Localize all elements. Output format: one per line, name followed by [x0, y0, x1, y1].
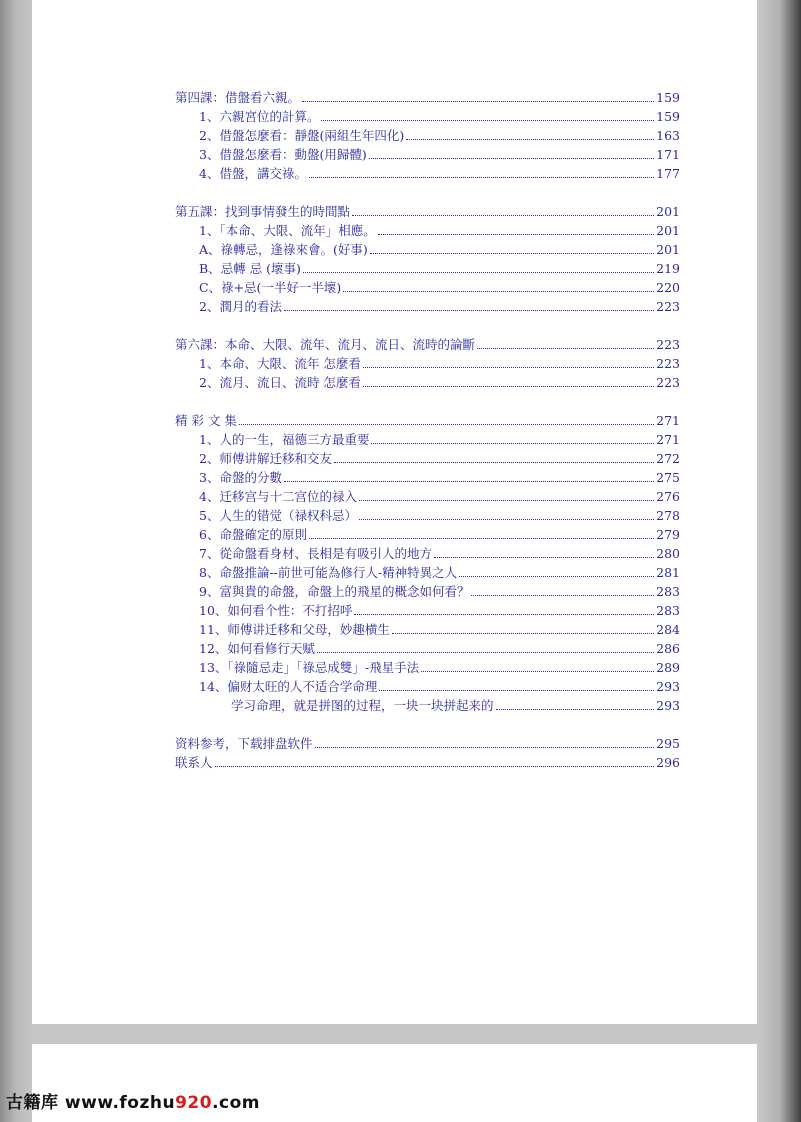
toc-entry[interactable] [175, 582, 680, 601]
page-number: 159 [656, 90, 680, 105]
entry-title: 7、從命盤看身材、長相是有吸引人的地方 [199, 546, 432, 561]
entry-title: 学习命理，就是拼图的过程，一块一块拼起来的 [231, 698, 494, 713]
dot-leader [369, 158, 654, 159]
dot-leader [302, 101, 654, 102]
dot-leader [321, 120, 654, 121]
page-number: 283 [656, 584, 680, 599]
dot-leader [471, 595, 654, 596]
entry-title: 联系人 [175, 755, 213, 770]
entry-title: 11、师傅讲迁移和父母，妙趣横生 [199, 622, 390, 637]
section-gap [175, 715, 680, 734]
document-page [32, 0, 757, 1024]
section-gap [175, 183, 680, 202]
dot-leader [284, 481, 654, 482]
page-number: 279 [656, 527, 680, 542]
dot-leader [459, 576, 654, 577]
toc-entry[interactable] [175, 563, 680, 582]
toc-entry[interactable] [175, 164, 680, 183]
page-number: 283 [656, 603, 680, 618]
toc-entry[interactable] [175, 354, 680, 373]
dot-leader [378, 234, 654, 235]
dot-leader [284, 310, 654, 311]
page-number: 278 [656, 508, 680, 523]
toc-entry[interactable] [175, 506, 680, 525]
toc-entry[interactable] [175, 487, 680, 506]
page-number: 275 [656, 470, 680, 485]
page-number: 223 [656, 299, 680, 314]
toc-entry[interactable] [175, 126, 680, 145]
page-number: 201 [656, 242, 680, 257]
dot-leader [477, 348, 654, 349]
dot-leader [370, 253, 654, 254]
page-number: 201 [656, 223, 680, 238]
entry-title: 1、「本命、大限、流年」相應。 [199, 223, 376, 238]
toc-entry[interactable] [175, 601, 680, 620]
entry-title: 2、借盤怎麼看：靜盤(兩組生年四化) [199, 128, 405, 143]
toc-chapter-entry[interactable] [175, 202, 680, 221]
toc-entry[interactable] [175, 677, 680, 696]
entry-title: 2、潤月的看法 [199, 299, 282, 314]
toc-entry[interactable] [175, 658, 680, 677]
entry-title: C、祿+忌(一半好一半壞) [199, 280, 342, 295]
watermark-url-prefix: www.fozhu [64, 1093, 176, 1113]
entry-title: 4、迁移宫与十二宫位的禄入 [199, 489, 357, 504]
dot-leader [239, 424, 654, 425]
dot-leader [421, 671, 654, 672]
toc-entry[interactable] [175, 297, 680, 316]
toc-entry[interactable] [175, 544, 680, 563]
page-number: 177 [656, 166, 680, 181]
dot-leader [334, 462, 654, 463]
dot-leader [309, 177, 654, 178]
dot-leader [379, 690, 654, 691]
page-number: 289 [656, 660, 680, 675]
entry-title: 2、流月、流日、流時 怎麼看 [199, 375, 361, 390]
dot-leader [354, 614, 654, 615]
dot-leader [496, 709, 655, 710]
page-number: 220 [656, 280, 680, 295]
toc-entry[interactable] [175, 639, 680, 658]
toc-chapter-entry[interactable] [175, 734, 680, 753]
page-number: 159 [656, 109, 680, 124]
dot-leader [343, 291, 654, 292]
section-gap [175, 392, 680, 411]
entry-title: 10、如何看个性：不打招呼 [199, 603, 353, 618]
watermark-url-number: 920 [175, 1093, 213, 1113]
dot-leader [434, 557, 654, 558]
toc-entry[interactable] [175, 278, 680, 297]
dot-leader [359, 519, 654, 520]
page-number: 271 [656, 432, 680, 447]
dot-leader [363, 367, 654, 368]
toc-entry[interactable] [175, 620, 680, 639]
page-number: 295 [656, 736, 680, 751]
toc-entry[interactable] [175, 449, 680, 468]
entry-title: 1、人的一生，福德三方最重要 [199, 432, 370, 447]
dot-leader [315, 747, 655, 748]
toc-entry[interactable] [175, 107, 680, 126]
entry-title: 12、如何看修行天赋 [199, 641, 315, 656]
entry-title: 第六課：本命、大限、流年、流月、流日、流時的論斷 [175, 337, 476, 352]
page-number: 223 [656, 356, 680, 371]
page-number: 284 [656, 622, 680, 637]
page-number: 276 [656, 489, 680, 504]
dot-leader [309, 538, 654, 539]
toc-entry[interactable] [175, 430, 680, 449]
toc-chapter-entry[interactable] [175, 411, 680, 430]
toc-entry[interactable] [175, 259, 680, 278]
page-number: 201 [656, 204, 680, 219]
page-number: 219 [656, 261, 680, 276]
entry-title: 3、借盤怎麼看：動盤(用歸體) [199, 147, 367, 162]
toc-entry[interactable] [175, 525, 680, 544]
section-gap [175, 316, 680, 335]
dot-leader [371, 443, 654, 444]
toc-entry[interactable] [175, 373, 680, 392]
dot-leader [359, 500, 654, 501]
entry-title: 2、师傅讲解迁移和交友 [199, 451, 332, 466]
entry-title: 9、富與貴的命盤，命盤上的飛星的概念如何看？ [199, 584, 470, 599]
entry-title: 资料参考，下载排盘软件 [175, 736, 313, 751]
entry-title: A、祿轉忌，逢祿來會。(好事) [199, 242, 368, 257]
entry-title: 1、六親宮位的計算。 [199, 109, 320, 124]
dot-leader [303, 272, 654, 273]
dot-leader [406, 139, 654, 140]
toc-chapter-entry[interactable] [175, 335, 680, 354]
page-number: 271 [656, 413, 680, 428]
entry-title: 6、命盤確定的原則 [199, 527, 307, 542]
entry-title: 8、命盤推論--前世可能為修行人-精神特異之人 [199, 565, 458, 580]
toc-entry[interactable] [175, 696, 680, 715]
table-of-contents [175, 88, 680, 772]
entry-title: 14、偏财太旺的人不适合学命理 [199, 679, 378, 694]
toc-chapter-entry[interactable] [175, 753, 680, 772]
toc-entry[interactable] [175, 240, 680, 259]
dot-leader [392, 633, 654, 634]
page-number: 293 [656, 679, 680, 694]
entry-title: 4、借盤，講交祿。 [199, 166, 307, 181]
entry-title: 5、人生的错觉（禄权科忌） [199, 508, 357, 523]
page-number: 286 [656, 641, 680, 656]
toc-entry[interactable] [175, 221, 680, 240]
page-number: 280 [656, 546, 680, 561]
page-number: 296 [656, 755, 680, 770]
entry-title: 1、本命、大限、流年 怎麼看 [199, 356, 361, 371]
page-number: 272 [656, 451, 680, 466]
page-number: 281 [656, 565, 680, 580]
page-number: 223 [656, 337, 680, 352]
page-number: 171 [656, 147, 680, 162]
dot-leader [215, 766, 655, 767]
dot-leader [352, 215, 654, 216]
page-number: 163 [656, 128, 680, 143]
watermark-site-name: 古籍库 [6, 1093, 59, 1113]
dot-leader [317, 652, 654, 653]
page-number: 293 [656, 698, 680, 713]
entry-title: 3、命盤的分數 [199, 470, 282, 485]
entry-title: B、忌轉 忌 (壞事) [199, 261, 301, 276]
entry-title: 13、「祿隨忌走」「祿忌成雙」-飛星手法 [199, 660, 420, 675]
entry-title: 第五課：找到事情發生的時間點 [175, 204, 351, 219]
page-number: 223 [656, 375, 680, 390]
site-watermark [6, 1088, 260, 1113]
toc-entry[interactable] [175, 468, 680, 487]
dot-leader [363, 386, 654, 387]
entry-title: 精 彩 文 集 [175, 413, 237, 428]
toc-chapter-entry[interactable] [175, 88, 680, 107]
watermark-url-suffix: .com [212, 1093, 261, 1113]
entry-title: 第四課：借盤看六親。 [175, 90, 301, 105]
toc-entry[interactable] [175, 145, 680, 164]
